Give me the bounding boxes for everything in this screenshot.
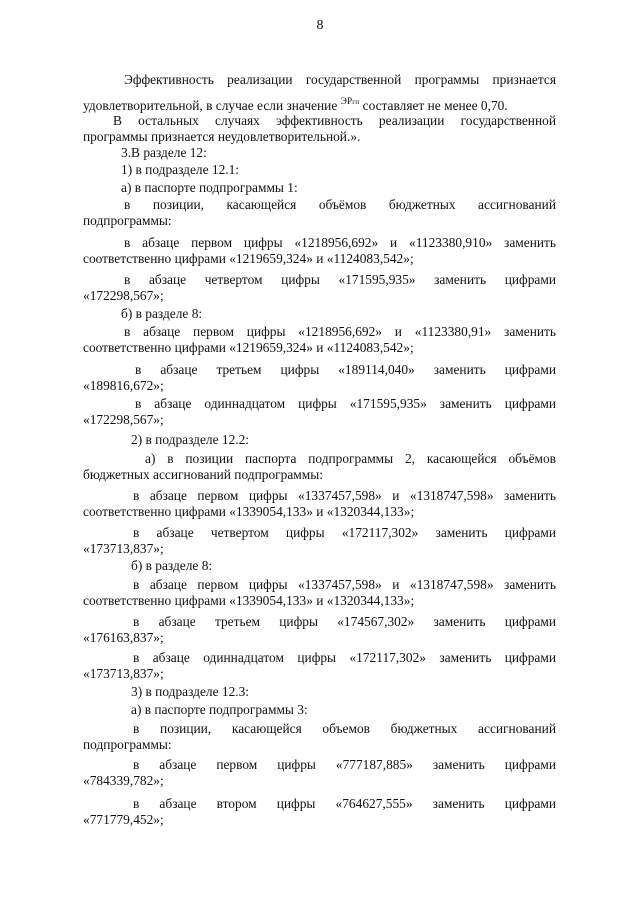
formula-symbol: ЭРгп — [340, 97, 360, 107]
item-section8-eleventh-1: в абзаце одиннадцатом цифры «171595,935» заменить цифрами «172298,567»; — [83, 396, 556, 427]
item-a-passport-1: а) в паспорте подпрограммы 1: — [121, 180, 298, 195]
paragraph-unsatisfactory — [83, 113, 556, 145]
item-paragraph-first-1: в абзаце первом цифры «1218956,692» и «1123380,910» заменить соответственно цифрами «1219659,324» и «1124083,542»; — [83, 235, 556, 266]
item-b-section-8-2: б) в разделе 8: — [131, 558, 213, 573]
item-section8-eleventh-2: в абзаце одиннадцатом цифры «172117,302» заменить цифрами «173713,837»; — [83, 650, 556, 681]
text-fragment: составляет не менее 0,70. — [359, 98, 508, 113]
item-position-budget-3: в позиции, касающейся объемов бюджетных ассигнований подпрограммы: — [83, 721, 556, 752]
section-12-heading: 3.В разделе 12: — [121, 145, 207, 160]
text-fragment: удовлетворительной, в случае если значение — [83, 98, 341, 113]
item-paragraph-fourth-2: в абзаце четвертом цифры «172117,302» заменить цифрами «173713,837»; — [83, 525, 556, 556]
text-line — [83, 94, 556, 113]
text-line: Эффективность реализации государственной программы признается — [124, 72, 556, 87]
item-section8-third-1: в абзаце третьем цифры «189114,040» заменить цифрами «189816,672»; — [83, 362, 556, 393]
page-number: 8 — [316, 18, 324, 33]
item-paragraph-first-2: в абзаце первом цифры «1337457,598» и «1318747,598» заменить соответственно цифрами «1339054,133» и «1320344,133»; — [83, 488, 556, 519]
item-paragraph-fourth-1: в абзаце четвертом цифры «171595,935» заменить цифрами «172298,567»; — [83, 272, 556, 303]
item-section8-third-2: в абзаце третьем цифры «174567,302» заменить цифрами «176163,837»; — [83, 614, 556, 645]
item-paragraph-first-3: в абзаце первом цифры «777187,885» заменить цифрами «784339,782»; — [83, 757, 556, 788]
item-position-budget-1: в позиции, касающейся объёмов бюджетных ассигнований подпрограммы: — [83, 197, 556, 228]
subsection-12-1-heading: 1) в подразделе 12.1: — [121, 162, 240, 177]
paragraph-effectiveness — [83, 72, 556, 113]
text-line: программы признается неудовлетворительной.». — [83, 129, 361, 144]
item-paragraph-second-3: в абзаце втором цифры «764627,555» заменить цифрами «771779,452»; — [83, 796, 556, 827]
item-section8-first-2: в абзаце первом цифры «1337457,598» и «1318747,598» заменить соответственно цифрами «1339054,133» и «1320344,133»; — [83, 577, 556, 608]
item-b-section-8-1: б) в разделе 8: — [121, 306, 203, 321]
item-a-passport-3: а) в паспорте подпрограммы 3: — [131, 702, 308, 717]
subsection-12-3-heading: 3) в подразделе 12.3: — [131, 684, 250, 699]
item-a-passport-2: а) в позиции паспорта подпрограммы 2, касающейся объёмов бюджетных ассигнований подпрограммы: — [83, 451, 556, 482]
text-line: В остальных случаях эффективность реализации государственной — [113, 113, 556, 128]
subsection-12-2-heading: 2) в подразделе 12.2: — [131, 432, 250, 447]
item-section8-first-1: в абзаце первом цифры «1218956,692» и «1123380,91» заменить соответственно цифрами «1219659,324» и «1124083,542»; — [83, 324, 556, 355]
